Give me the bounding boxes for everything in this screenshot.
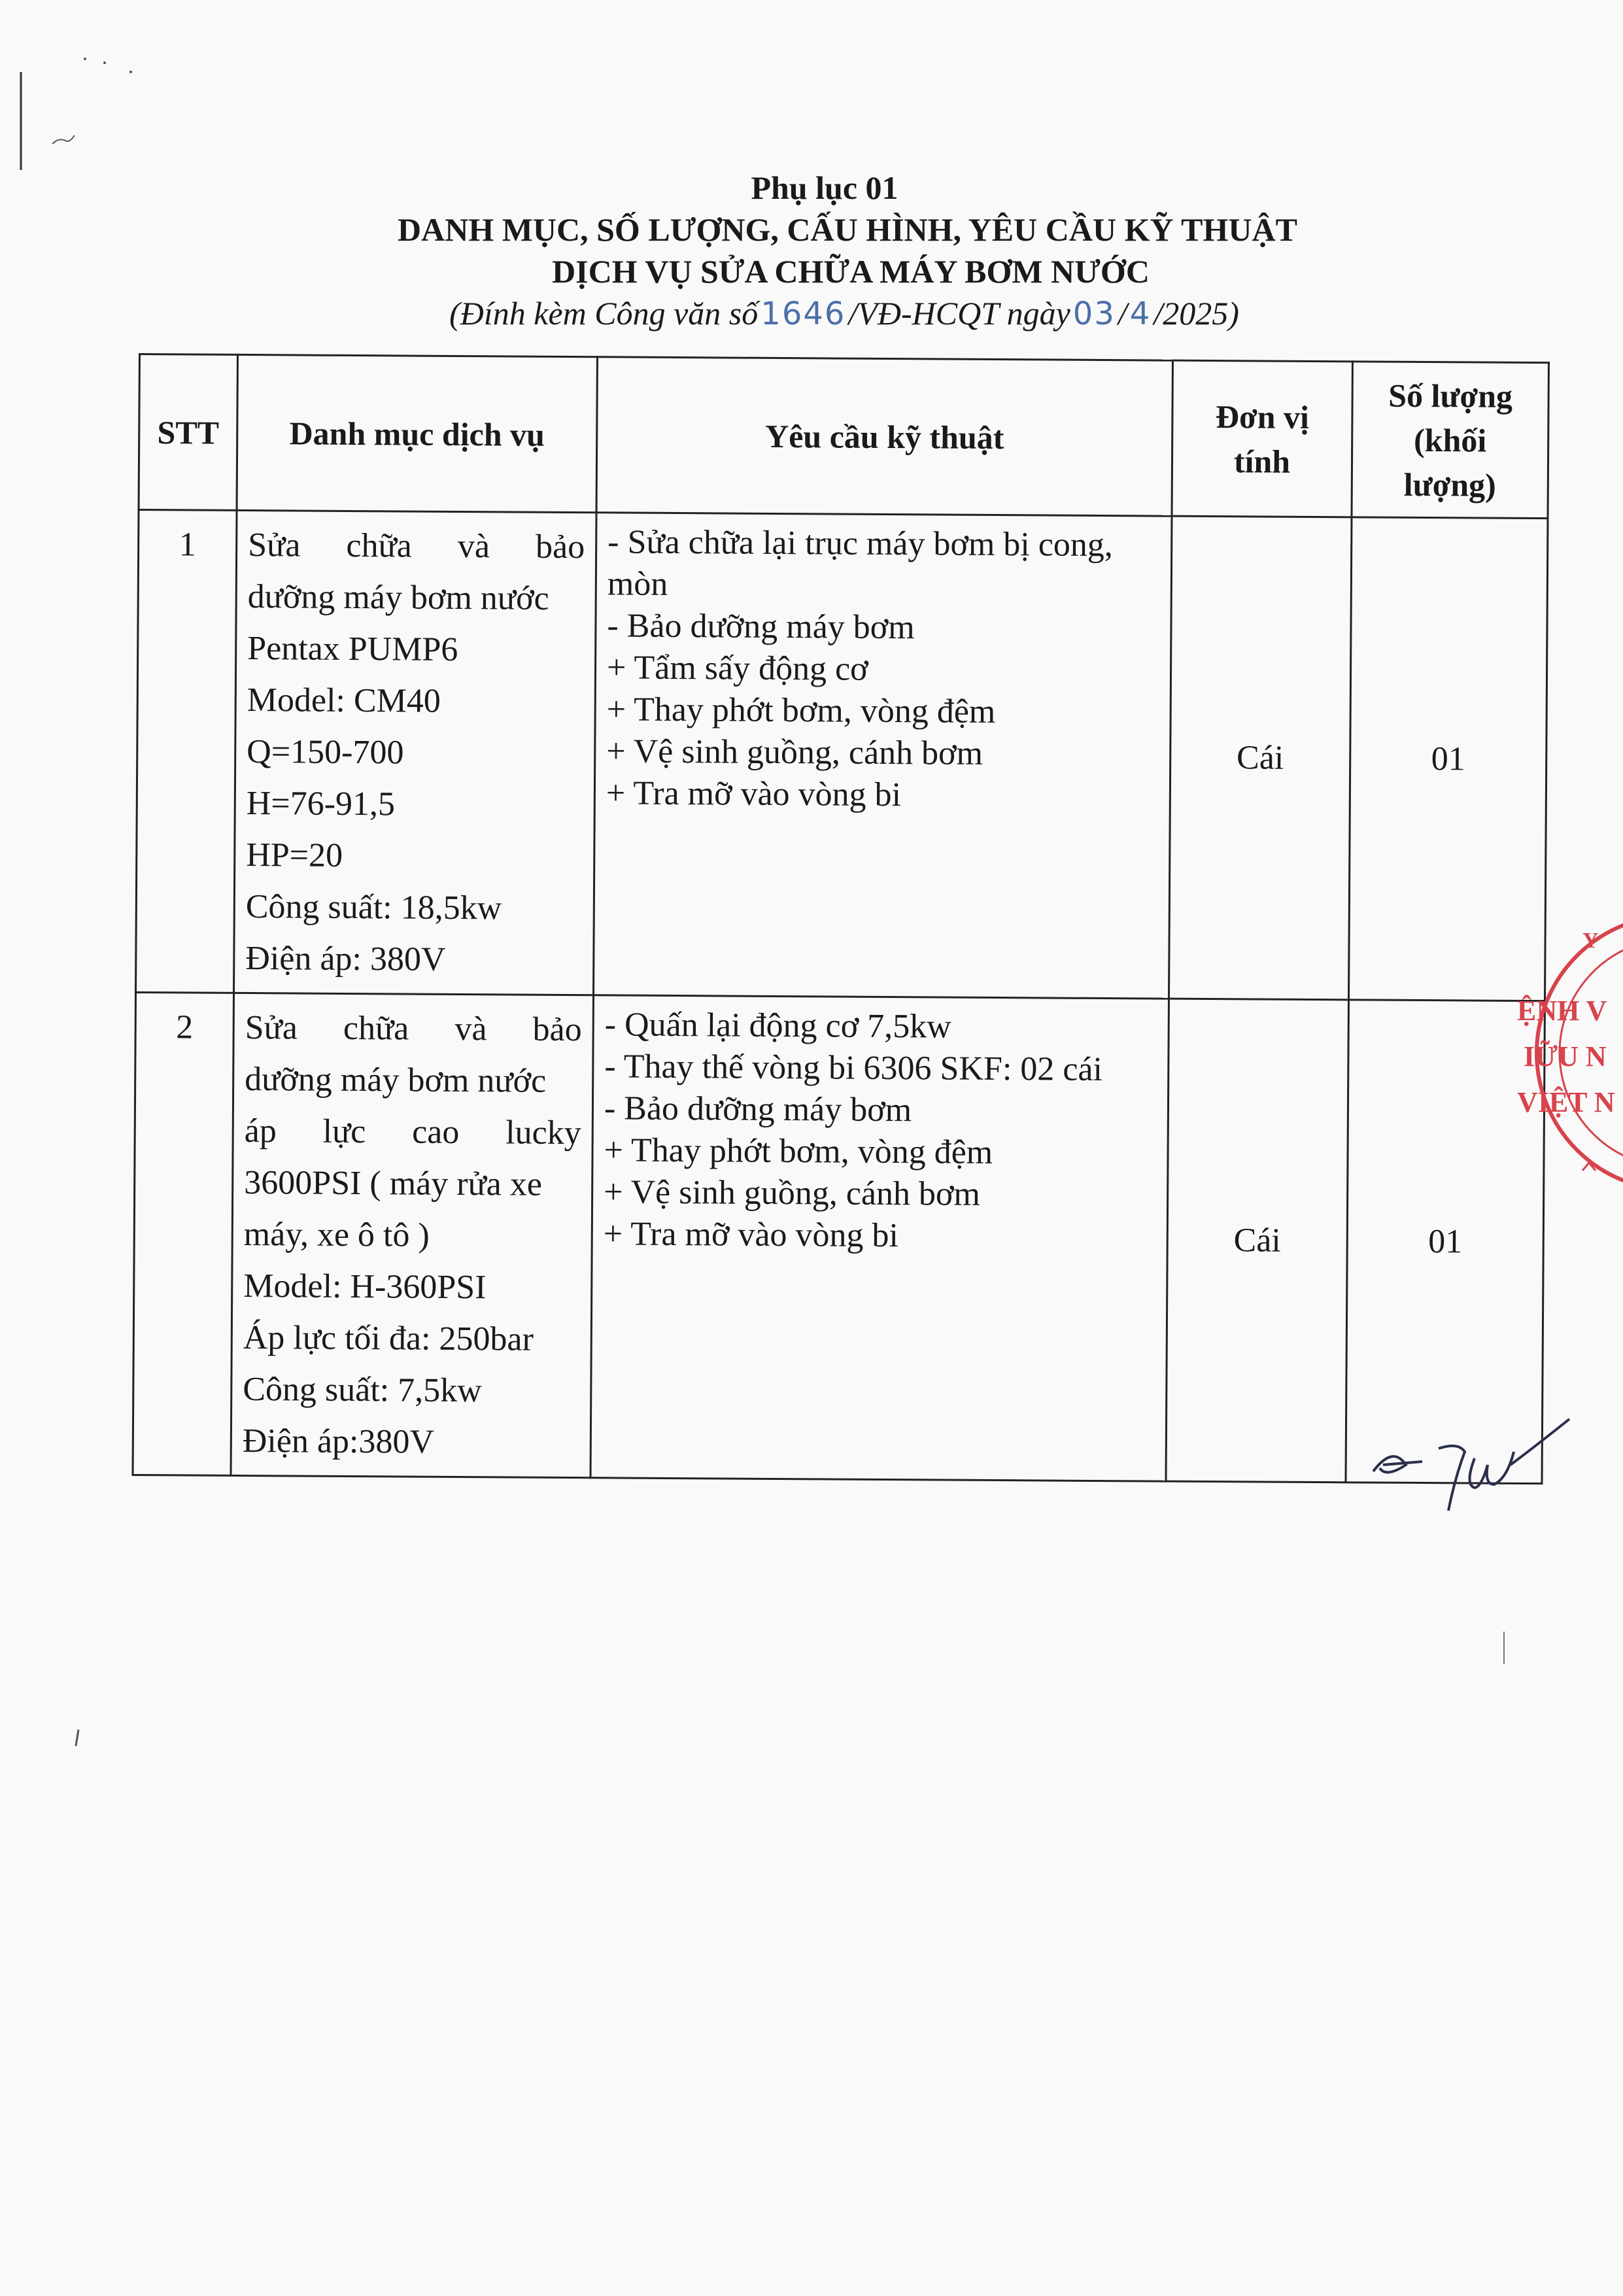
word: cao <box>412 1113 460 1152</box>
header-qty-line: Số lượng <box>1388 377 1513 415</box>
requirement-line: + Thay phớt bơm, vòng đệm <box>604 1131 993 1172</box>
ref-suffix: /2025) <box>1153 295 1239 332</box>
requirement-line: - Sửa chữa lại trục máy bơm bị cong, <box>607 523 1114 564</box>
header-unit-line: Đơn vị <box>1215 398 1310 436</box>
header-stt: STT <box>139 354 237 511</box>
header-qty-line: (khối <box>1413 421 1487 459</box>
word: chữa <box>346 526 413 565</box>
requirement-line: + Tra mỡ vào vòng bi <box>603 1215 899 1255</box>
header-service: Danh mục dịch vụ <box>237 354 597 512</box>
row-unit: Cái <box>1166 999 1349 1482</box>
service-line: dưỡng máy bơm nước <box>245 1061 547 1100</box>
requirement-line: mòn <box>607 565 668 603</box>
service-line: Công suất: 7,5kw <box>243 1371 482 1410</box>
row-requirements <box>594 513 1172 999</box>
header-unit <box>1172 360 1352 517</box>
row-quantity: 01 <box>1346 1000 1545 1484</box>
service-line: 3600PSI ( máy rửa xe <box>244 1164 543 1203</box>
header-requirements: Yêu cầu kỹ thuật <box>596 357 1172 516</box>
service-line <box>244 1105 581 1159</box>
service-line: máy, xe ô tô ) <box>243 1216 430 1254</box>
ref-prefix: (Đính kèm Công văn số <box>449 295 759 332</box>
services-table-wrap <box>132 353 1550 1484</box>
requirement-line: + Vệ sinh guồng, cánh bơm <box>606 732 983 772</box>
row-service <box>234 510 596 995</box>
service-line: Áp lực tối đa: 250bar <box>243 1319 534 1358</box>
requirement-line: + Tẩm sấy động cơ <box>606 649 868 688</box>
seal-text: ỆNH V <box>1517 995 1607 1027</box>
document-header <box>0 167 1623 335</box>
header-quantity <box>1352 362 1548 519</box>
scan-mark <box>13 46 144 177</box>
word: và <box>454 1010 487 1048</box>
seal-text: IỮU N <box>1524 1040 1607 1072</box>
word: Sửa <box>248 526 301 564</box>
attachment-reference <box>65 292 1623 335</box>
appendix-title: Phụ lục 01 <box>751 169 898 206</box>
seal-text: VIỆT N <box>1517 1086 1615 1118</box>
requirement-line: - Quấn lại động cơ 7,5kw <box>604 1006 951 1046</box>
service-line: Điện áp: 380V <box>245 940 446 978</box>
service-line: Q=150-700 <box>247 733 404 772</box>
word: bảo <box>532 1010 582 1049</box>
handwritten-month: 4 <box>1129 296 1152 332</box>
requirement-line: - Bảo dưỡng máy bơm <box>604 1089 912 1129</box>
seal-text: Y <box>1582 929 1599 953</box>
scan-speck <box>72 1726 92 1753</box>
header-qty-line: lượng) <box>1403 466 1496 504</box>
signature-icon <box>1360 1413 1582 1517</box>
document-subtitle: DỊCH VỤ SỬA CHỮA MÁY BƠM NƯỚC <box>552 253 1150 290</box>
handwritten-doc-number: 1646 <box>760 296 846 332</box>
word: và <box>457 527 490 566</box>
document-title: DANH MỤC, SỐ LƯỢNG, CẤU HÌNH, YÊU CẦU KỸ THUẬT <box>398 211 1297 248</box>
word: bảo <box>535 528 585 566</box>
service-line: dưỡng máy bơm nước <box>247 578 549 617</box>
table-row <box>133 992 1545 1483</box>
handwritten-day: 03 <box>1072 296 1116 332</box>
row-unit: Cái <box>1169 516 1352 1000</box>
service-line <box>248 519 585 573</box>
table-header-row <box>139 354 1548 519</box>
service-line: Model: H-360PSI <box>243 1267 487 1307</box>
service-line: HP=20 <box>246 836 343 874</box>
row-quantity: 01 <box>1348 517 1548 1001</box>
row-stt: 1 <box>136 510 237 993</box>
requirement-line: - Thay thế vòng bi 6306 SKF: 02 cái <box>604 1048 1103 1089</box>
table-row <box>136 510 1548 1001</box>
service-line <box>245 1002 581 1055</box>
service-line: Model: CM40 <box>247 681 441 720</box>
red-seal-stamp <box>1504 909 1623 1197</box>
word: chữa <box>343 1009 409 1048</box>
word: lucky <box>505 1114 581 1152</box>
service-line: H=76-91,5 <box>246 785 396 823</box>
requirement-line: - Bảo dưỡng máy bơm <box>607 607 915 647</box>
ref-mid: /VĐ-HCQT ngày <box>848 295 1070 332</box>
word: lực <box>322 1112 366 1151</box>
header-unit-line: tính <box>1233 442 1291 480</box>
row-service <box>231 993 593 1477</box>
services-table <box>132 353 1550 1484</box>
row-stt: 2 <box>133 992 234 1475</box>
requirement-line: + Thay phớt bơm, vòng đệm <box>606 691 996 731</box>
requirement-line: + Tra mỡ vào vòng bi <box>606 774 902 814</box>
service-line: Công suất: 18,5kw <box>245 888 502 927</box>
row-requirements <box>590 995 1169 1481</box>
scan-speck <box>1497 1628 1511 1681</box>
requirement-line: + Vệ sinh guồng, cánh bơm <box>604 1173 981 1213</box>
word: Sửa <box>245 1009 298 1047</box>
word: áp <box>244 1112 277 1150</box>
service-line: Pentax PUMP6 <box>247 630 458 668</box>
ref-sep: / <box>1118 295 1127 332</box>
service-line: Điện áp:380V <box>242 1422 435 1461</box>
